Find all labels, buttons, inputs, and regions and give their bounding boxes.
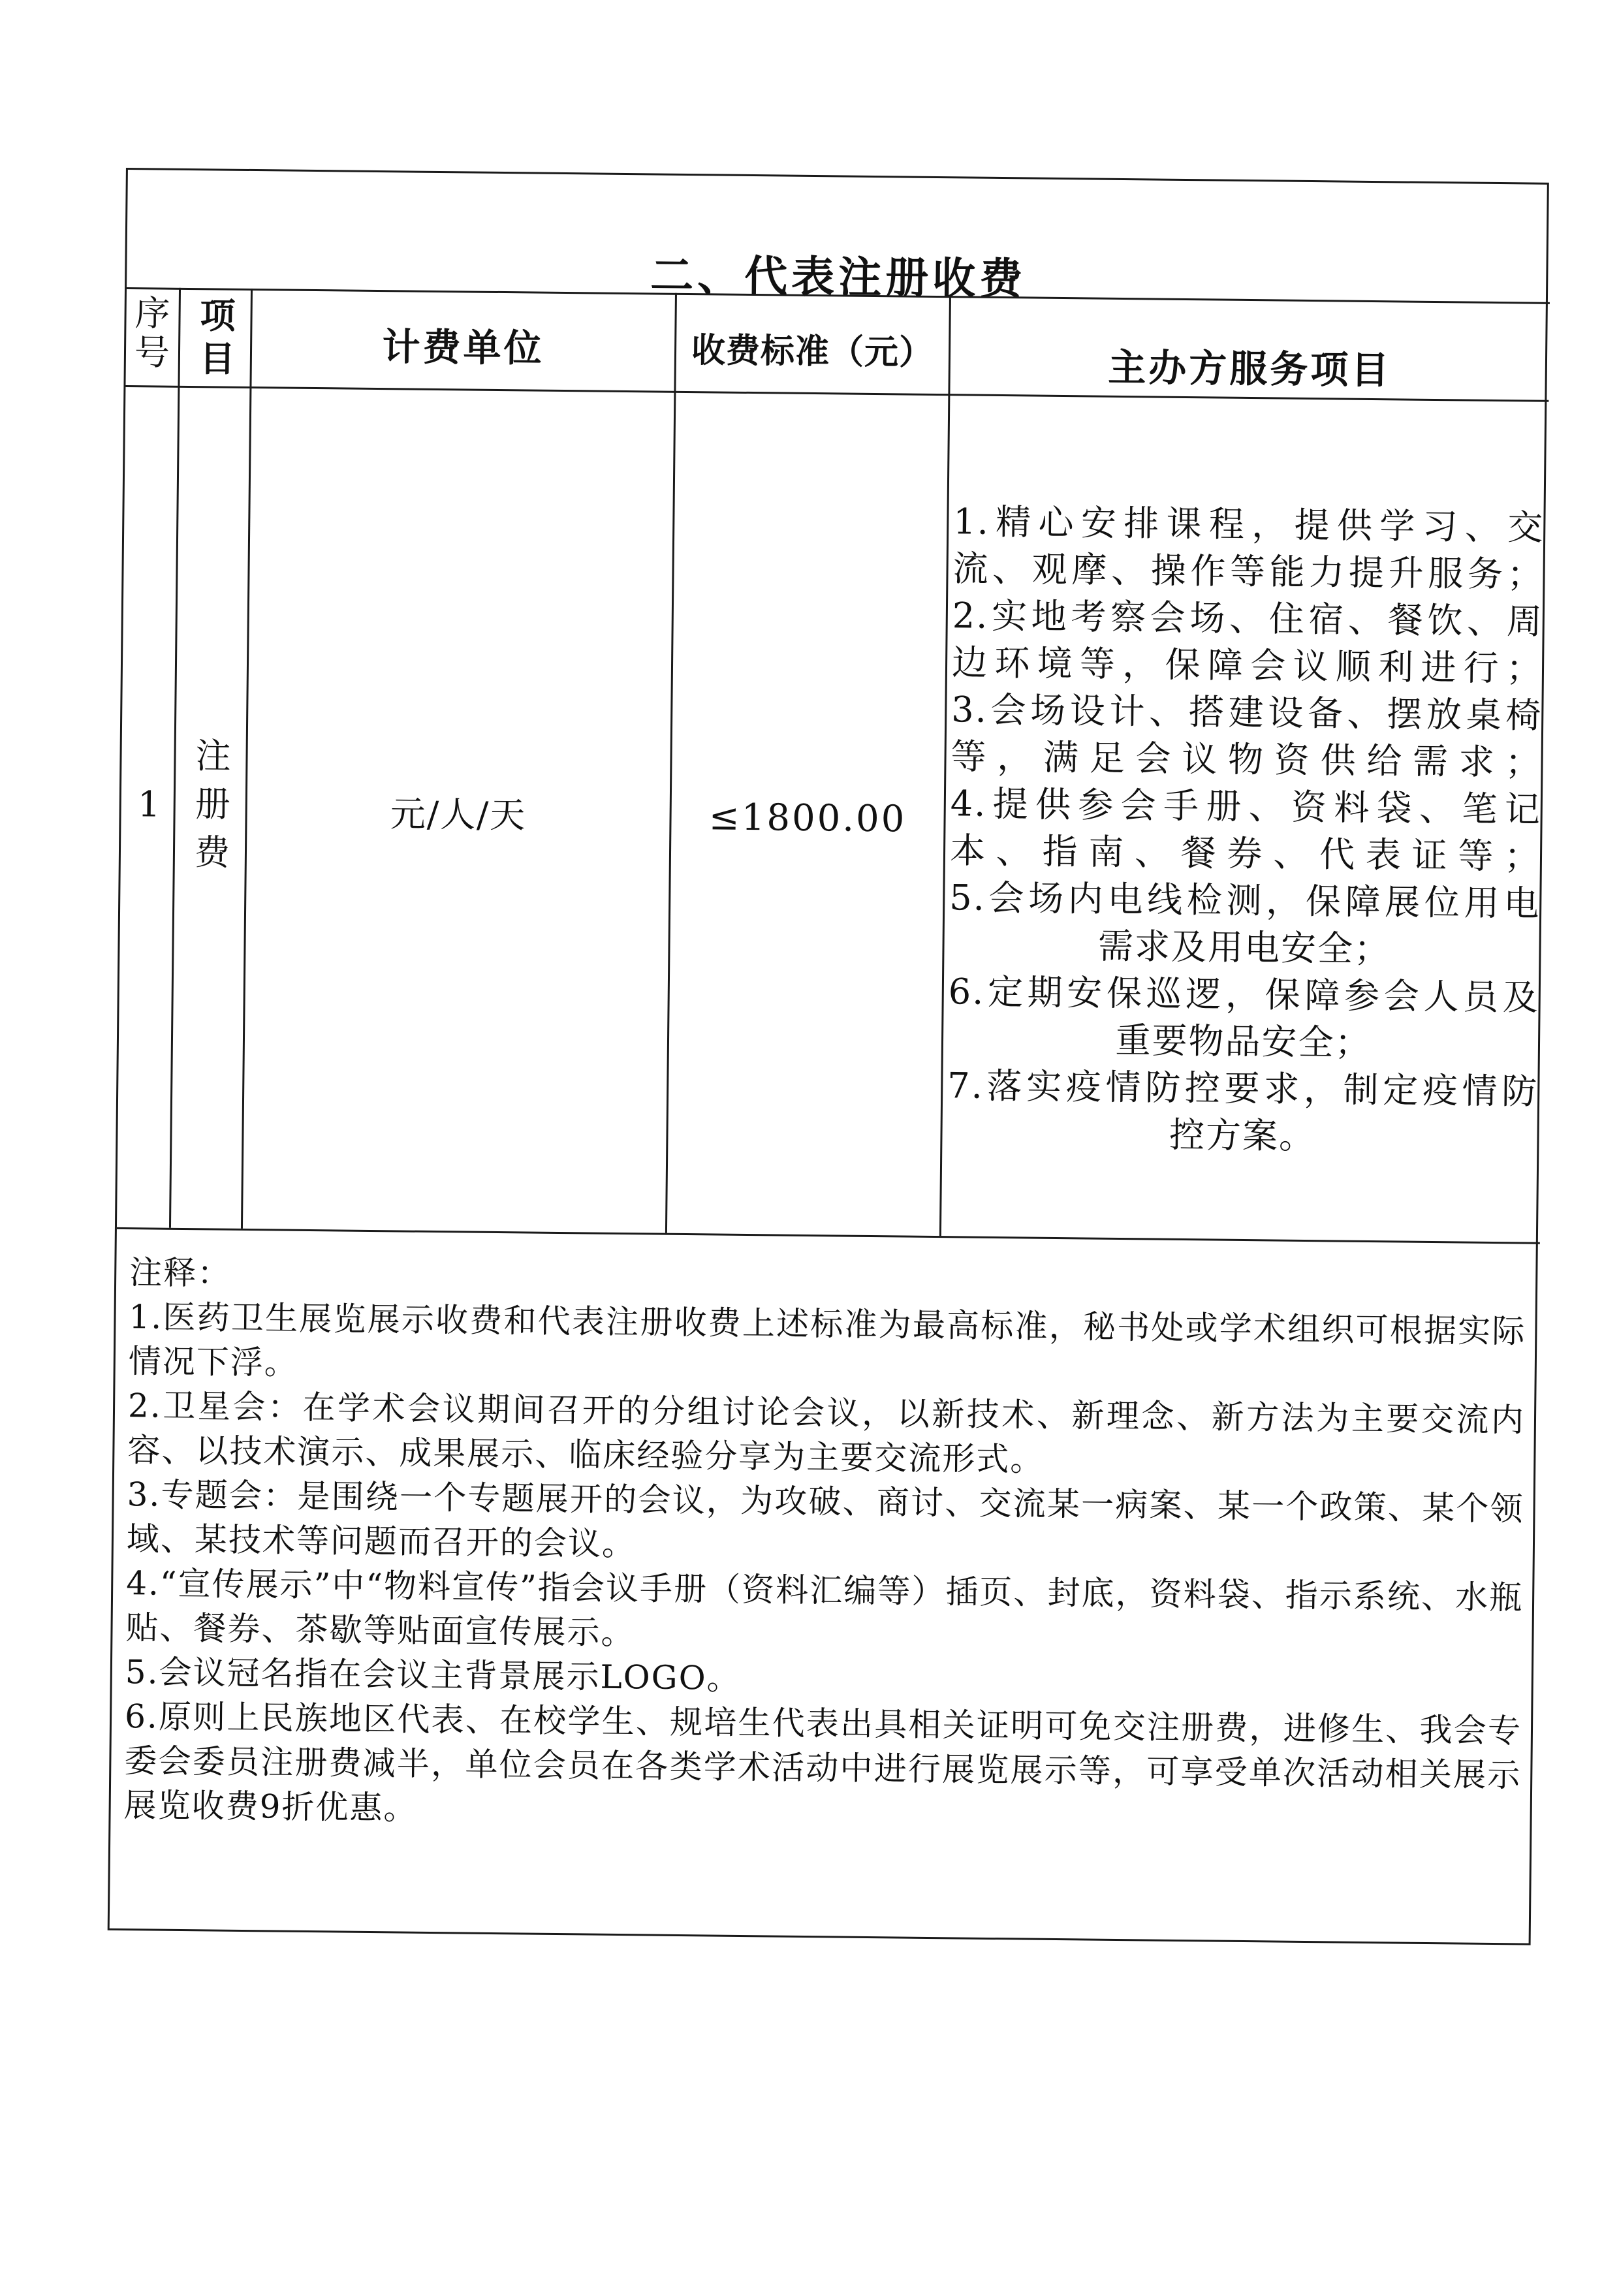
service-line: 重要物品安全；: [1115, 1019, 1372, 1064]
service-line: 需求及用电安全；: [1097, 925, 1391, 970]
fee-table-frame: [108, 168, 1549, 1945]
notes-heading: 注释：: [129, 1253, 232, 1293]
header-item: 项目: [199, 295, 236, 380]
row-unit: 元/人/天: [390, 793, 527, 836]
service-line: 边环境等，保障会议顺利进行；: [951, 642, 1543, 689]
note-item: 3.专题会：是围绕一个专题展开的会议，为攻破、商讨、交流某一病案、某一个政策、某个领域、某技术等问题而召开的会议。: [126, 1475, 1524, 1564]
table-rule-row-bottom: [117, 1227, 1540, 1244]
service-line: 7.落实疫情防控要求，制定疫情防: [947, 1065, 1539, 1112]
row-services: [947, 498, 1545, 1162]
header-services: 主办方服务项目: [1107, 345, 1392, 393]
col-divider-1: [169, 288, 181, 1228]
service-line: 本、指南、餐券、代表证等；: [949, 830, 1541, 877]
service-line: 3.会场设计、搭建设备、摆放桌椅: [951, 689, 1543, 736]
service-line: 6.定期安保巡逻，保障参会人员及: [948, 971, 1540, 1018]
header-unit: 计费单位: [382, 324, 544, 371]
note-item: 5.会议冠名指在会议主背景展示LOGO。: [125, 1653, 741, 1697]
col-divider-3: [665, 293, 677, 1233]
service-line: 5.会场内电线检测，保障展位用电: [949, 877, 1541, 924]
note-item: 2.卫星会：在学术会议期间召开的分组讨论会议，以新技术、新理念、新方法为主要交流内容、以技术演示、成果展示、临床经验分享为主要交流形式。: [127, 1387, 1526, 1479]
notes-section: [123, 1250, 1526, 1842]
service-line: 等，满足会议物资供给需求；: [951, 736, 1542, 783]
header-standard: 收费标准（元）: [691, 331, 934, 373]
row-standard: ≤1800.00: [708, 796, 907, 841]
row-item: 注册费: [194, 735, 231, 873]
service-line: 控方案。: [1169, 1114, 1316, 1157]
service-line: 2.实地考察会场、住宿、餐饮、周: [952, 595, 1544, 642]
service-line: 4.提供参会手册、资料袋、笔记: [950, 783, 1542, 830]
section-title: 二、代表注册收费: [650, 250, 1027, 305]
note-item: 4.“宣传展示”中“物料宣传”指会议手册（资料汇编等）插页、封底，资料袋、指示系统、水瓶贴、餐券、茶歇等贴面宣传展示。: [125, 1564, 1524, 1652]
header-seq: 序号: [134, 292, 170, 373]
note-item: 1.医药卫生展览展示收费和代表注册收费上述标准为最高标准，秘书处或学术组织可根据实际情况下浮。: [128, 1298, 1526, 1382]
row-seq: 1: [137, 783, 161, 825]
service-line: 1.精心安排课程，提供学习、交: [953, 501, 1545, 548]
note-item: 6.原则上民族地区代表、在校学生、规培生代表出具相关证明可免交注册费，进修生、我会专委会委员注册费减半，单位会员在各类学术活动中进行展览展示等，可享受单次活动相关展示展览收费9折优惠。: [123, 1697, 1522, 1827]
service-line: 流、观摩、操作等能力提升服务；: [952, 548, 1544, 595]
col-divider-2: [241, 289, 253, 1229]
